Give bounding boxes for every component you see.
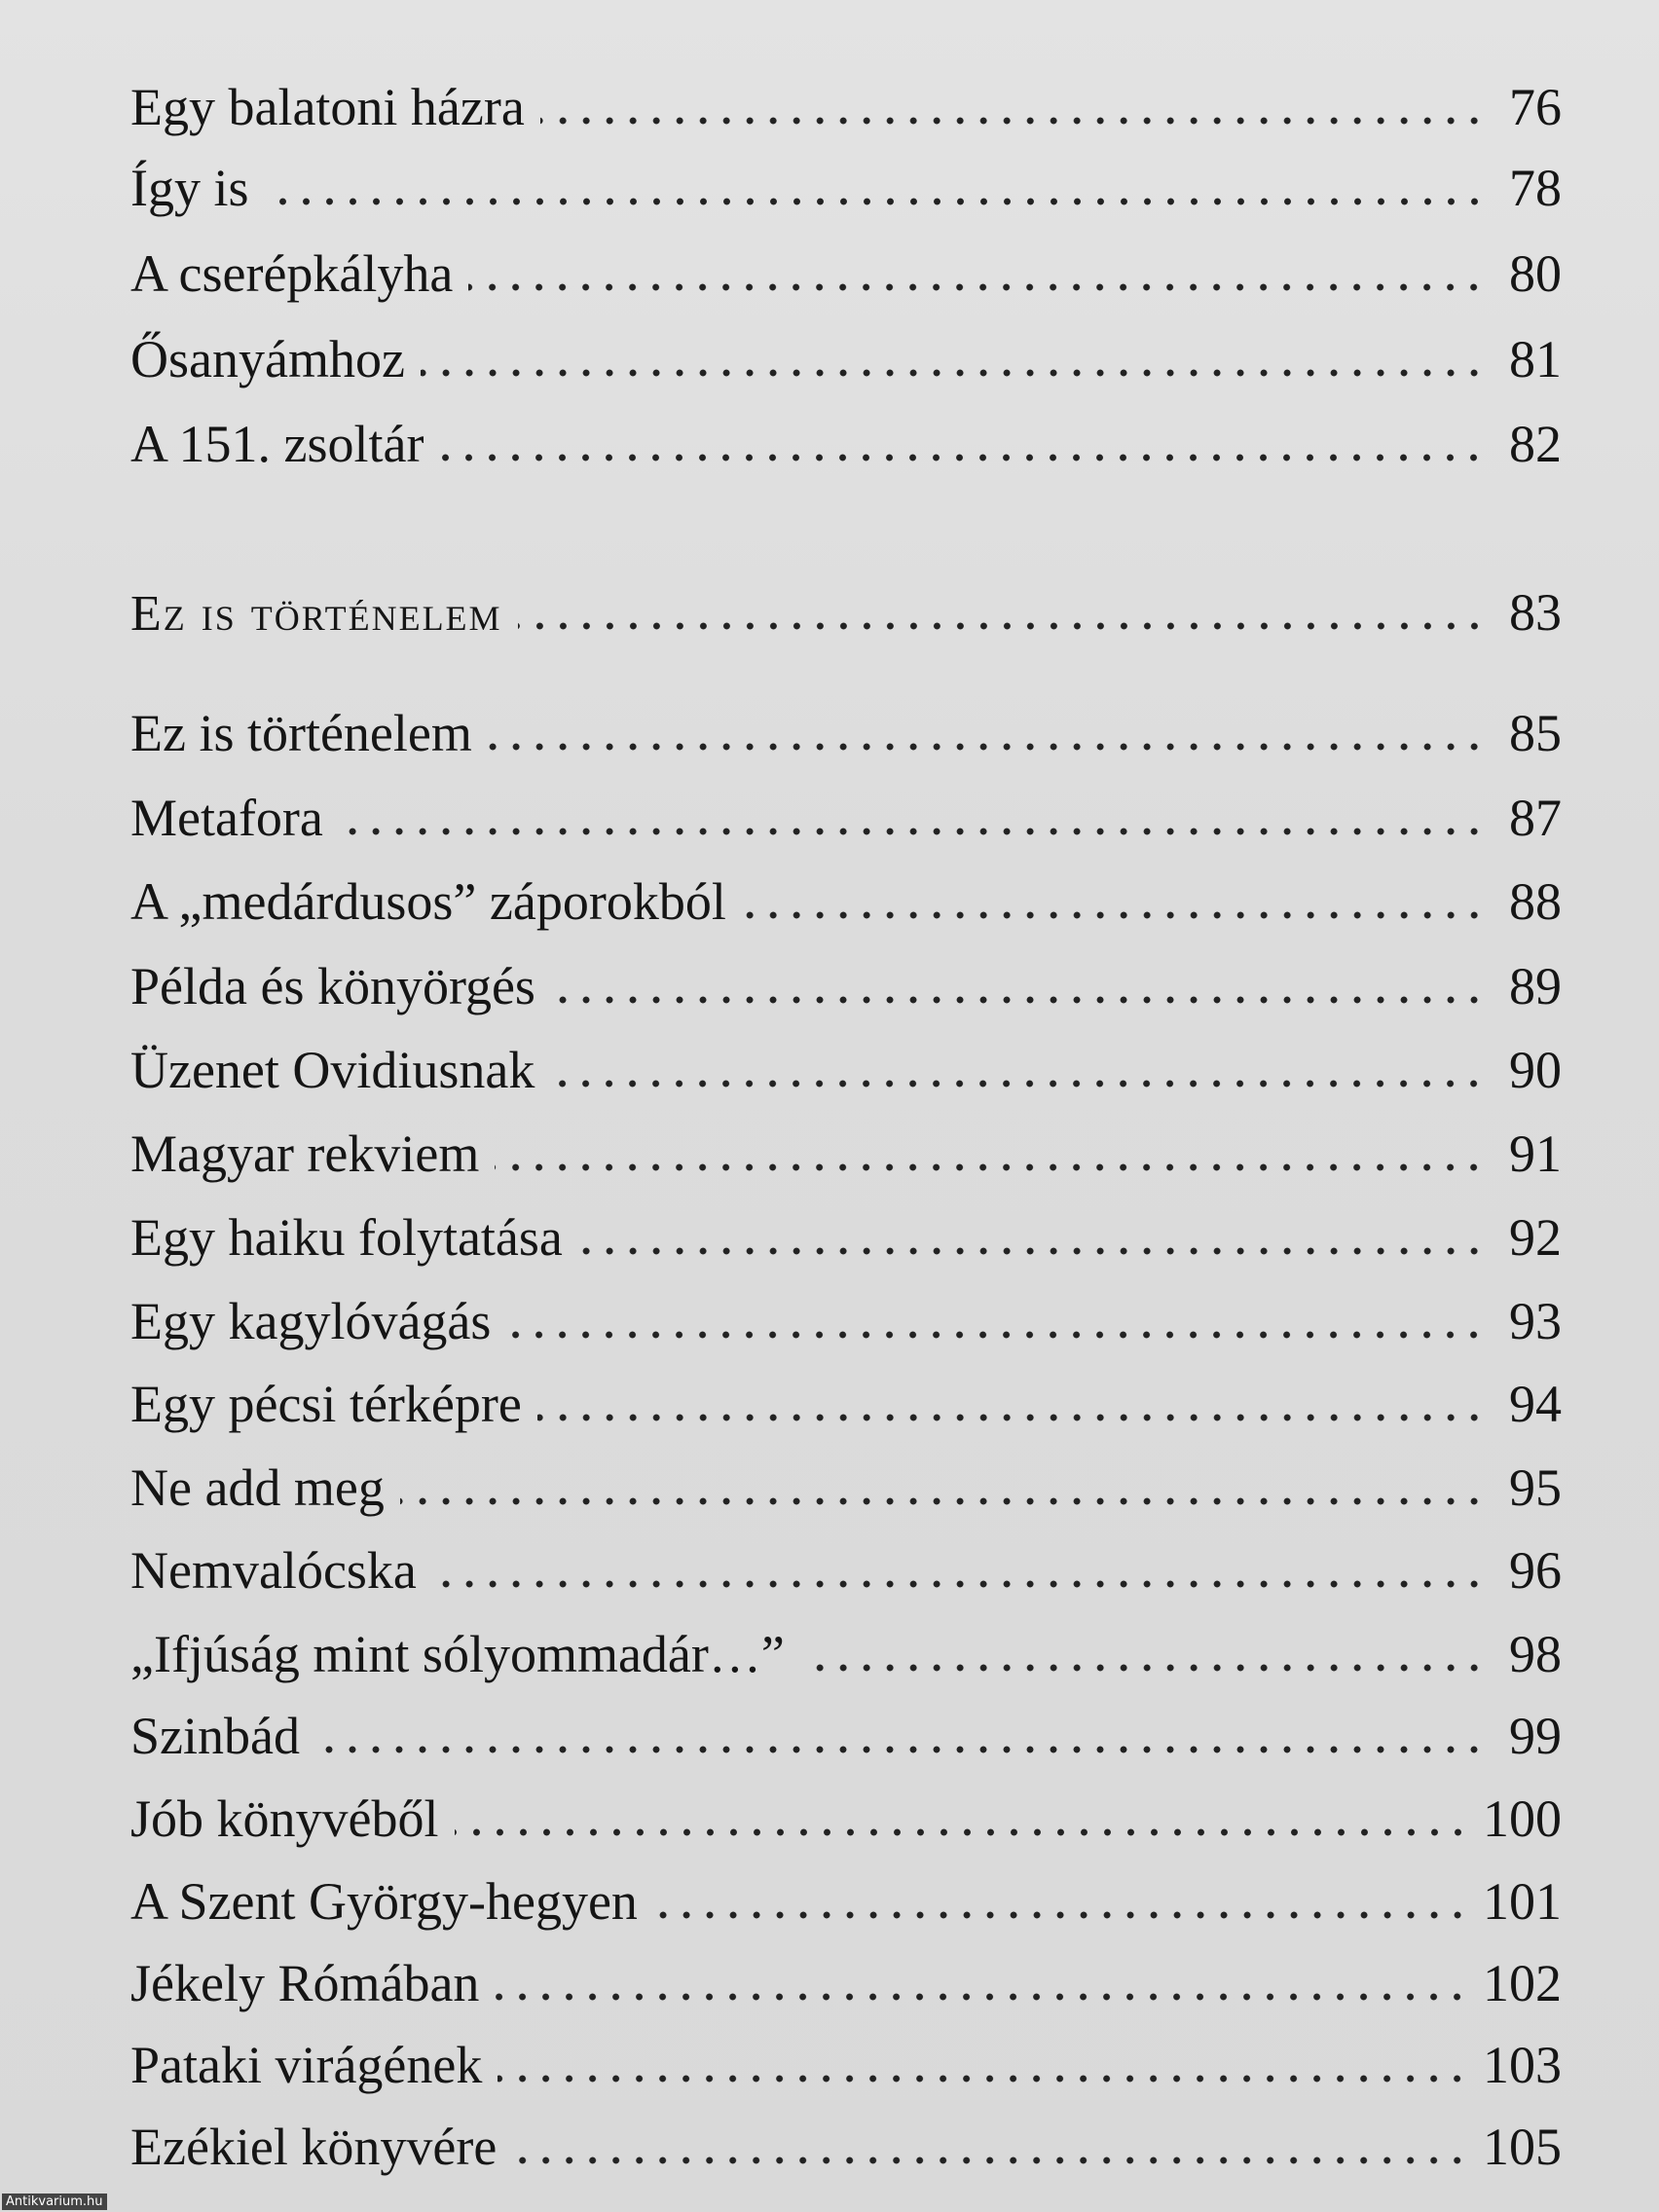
toc-entry-page: 96 xyxy=(1509,1541,1562,1600)
dot-leader xyxy=(432,1574,1486,1594)
dot-leader xyxy=(506,1325,1486,1345)
dot-leader xyxy=(495,1158,1486,1177)
toc-entry-page: 80 xyxy=(1509,244,1562,303)
dot-leader xyxy=(468,277,1486,297)
toc-entry-title: Üzenet Ovidiusnak xyxy=(130,1041,535,1099)
toc-entry-title: Egy haiku folytatása xyxy=(130,1208,563,1267)
dot-leader xyxy=(400,1492,1486,1511)
toc-entry xyxy=(130,2113,1562,2181)
toc-entry xyxy=(130,1620,1562,1688)
toc-entry-title: Egy kagylóvágás xyxy=(130,1292,492,1350)
toc-entry xyxy=(130,1454,1562,1522)
toc-entry-title: Jób könyvéből xyxy=(130,1789,439,1848)
dot-leader xyxy=(315,1740,1486,1759)
toc-entry xyxy=(130,1036,1562,1104)
toc-entry-title: A „medárdusos” záporokból xyxy=(130,872,726,931)
dot-leader xyxy=(439,448,1486,467)
toc-entry-title: Példa és könyörgés xyxy=(130,957,535,1015)
toc-entry xyxy=(130,1949,1562,2017)
toc-entry-page: 93 xyxy=(1509,1292,1562,1350)
toc-entry-title: Egy pécsi térképre xyxy=(130,1375,522,1433)
dot-leader xyxy=(551,990,1486,1010)
dot-leader xyxy=(518,616,1486,636)
toc-entry-page: 105 xyxy=(1483,2118,1562,2176)
toc-entry xyxy=(130,952,1562,1020)
toc-entry-title: Egy balatoni házra xyxy=(130,78,525,136)
toc-entry-page: 99 xyxy=(1509,1707,1562,1765)
toc-entry-page: 88 xyxy=(1509,872,1562,931)
toc-entry-page: 94 xyxy=(1509,1375,1562,1433)
toc-entry xyxy=(130,1370,1562,1438)
dot-leader xyxy=(653,1905,1469,1925)
toc-entry xyxy=(130,699,1562,767)
dot-leader xyxy=(498,2069,1469,2088)
dot-leader xyxy=(512,2151,1469,2170)
toc-entry-page: 103 xyxy=(1483,2036,1562,2094)
toc-entry-title: „Ifjúság mint sólyommadár…” xyxy=(130,1625,785,1683)
toc-entry xyxy=(130,1120,1562,1188)
toc-entry-page: 85 xyxy=(1509,704,1562,762)
toc-entry-page: 81 xyxy=(1509,330,1562,388)
toc-entry xyxy=(130,1867,1562,1936)
dot-leader xyxy=(540,111,1486,130)
toc-entry-title: Szinbád xyxy=(130,1707,300,1765)
dot-leader xyxy=(488,737,1486,756)
toc-entry xyxy=(130,867,1562,936)
toc-entry-page: 98 xyxy=(1509,1625,1562,1683)
toc-entry xyxy=(130,1785,1562,1853)
toc-entry xyxy=(130,73,1562,141)
dot-leader xyxy=(339,822,1486,841)
toc-entry-title: Metafora xyxy=(130,789,323,847)
watermark: Antikvarium.hu xyxy=(2,2194,107,2210)
toc-entry xyxy=(130,1287,1562,1355)
section-title: Ez is történelem xyxy=(130,586,502,642)
toc-entry xyxy=(130,2031,1562,2099)
toc-entry-page: 90 xyxy=(1509,1041,1562,1099)
toc-entry-page: 100 xyxy=(1483,1789,1562,1848)
toc-entry xyxy=(130,784,1562,852)
toc-entry-title: Pataki virágének xyxy=(130,2036,483,2094)
toc-entry xyxy=(130,410,1562,478)
dot-leader xyxy=(265,192,1487,211)
section-page: 83 xyxy=(1509,583,1562,642)
toc-entry xyxy=(130,1702,1562,1770)
toc-entry-page: 82 xyxy=(1509,415,1562,473)
toc-entry xyxy=(130,1203,1562,1272)
toc-entry-page: 95 xyxy=(1509,1458,1562,1517)
toc-section-heading xyxy=(130,578,1562,646)
toc-entry-page: 78 xyxy=(1509,159,1562,217)
toc-entry-page: 101 xyxy=(1483,1872,1562,1931)
toc-entry-page: 92 xyxy=(1509,1208,1562,1267)
toc-entry xyxy=(130,325,1562,393)
toc-entry-page: 102 xyxy=(1483,1954,1562,2012)
dot-leader xyxy=(578,1241,1486,1261)
toc-entry-title: Ne add meg xyxy=(130,1458,385,1517)
toc-entry xyxy=(130,240,1562,308)
toc-entry-title: Ezékiel könyvére xyxy=(130,2118,498,2176)
dot-leader xyxy=(550,1074,1486,1093)
dot-leader xyxy=(537,1408,1486,1427)
toc-entry-title: Így is xyxy=(130,159,249,217)
toc-entry-title: Ősanyámhoz xyxy=(130,330,405,388)
dot-leader xyxy=(742,905,1486,925)
toc-entry-page: 91 xyxy=(1509,1124,1562,1183)
toc-entry xyxy=(130,1536,1562,1604)
toc-entry-title: A 151. zsoltár xyxy=(130,415,424,473)
toc-entry-title: Ez is történelem xyxy=(130,704,472,762)
toc-entry-title: A cserépkályha xyxy=(130,244,454,303)
dot-leader xyxy=(495,1987,1469,2007)
toc-entry-title: Nemvalócska xyxy=(130,1541,417,1600)
dot-leader xyxy=(421,363,1486,383)
dot-leader xyxy=(455,1823,1470,1842)
toc-entry-title: Magyar rekviem xyxy=(130,1124,480,1183)
toc-entry-title: Jékely Rómában xyxy=(130,1954,480,2012)
toc-entry-page: 87 xyxy=(1509,789,1562,847)
toc-entry-page: 76 xyxy=(1509,78,1562,136)
toc-entry-page: 89 xyxy=(1509,957,1562,1015)
dot-leader xyxy=(800,1658,1486,1677)
toc-entry-title: A Szent György-hegyen xyxy=(130,1872,638,1931)
toc-entry xyxy=(130,154,1562,222)
